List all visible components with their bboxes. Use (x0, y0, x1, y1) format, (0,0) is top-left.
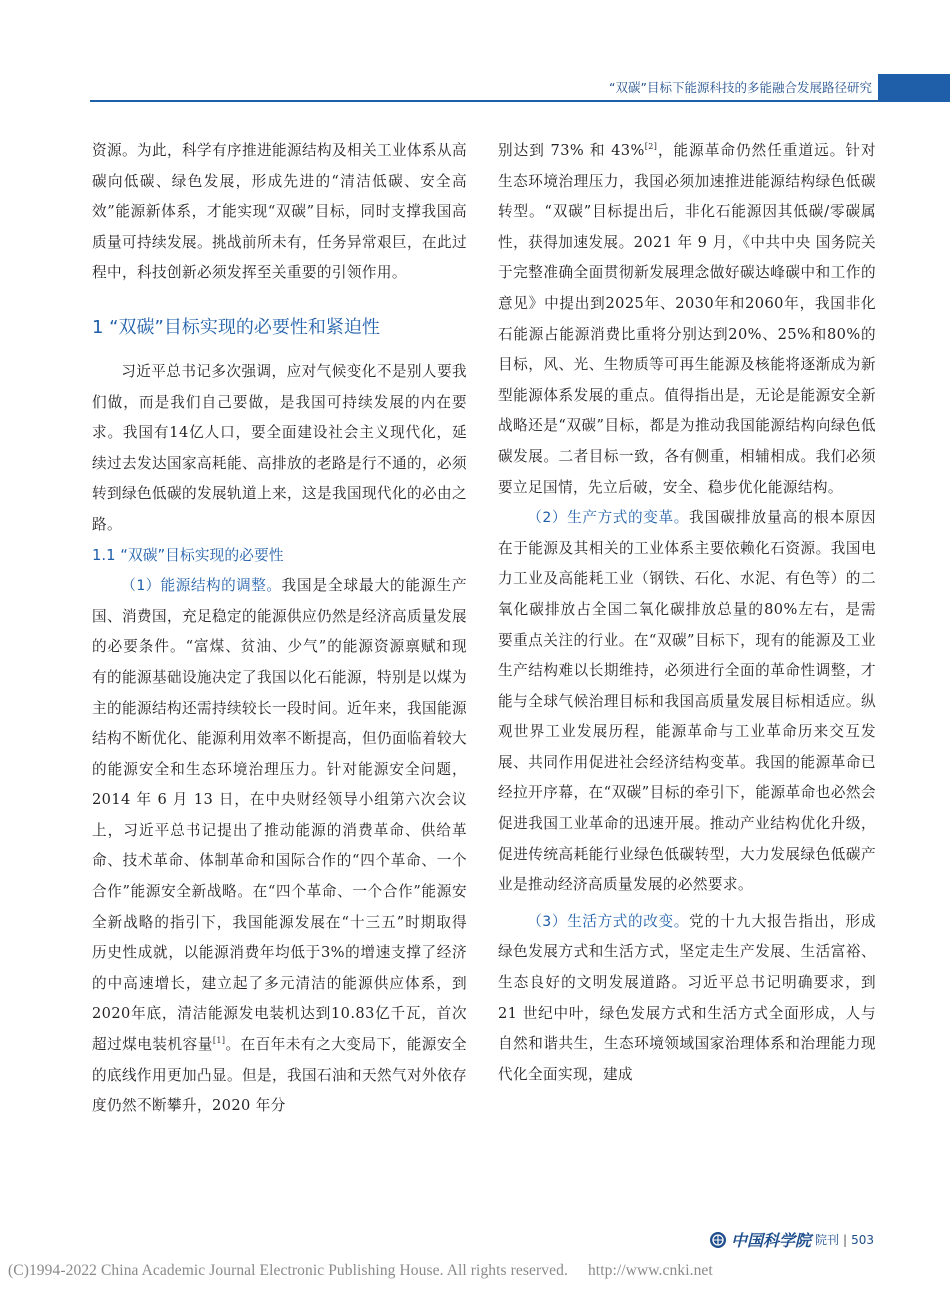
paragraph: 资源。为此，科学有序推进能源结构及相关工业体系从高碳向低碳、绿色发展，形成先进的“清洁低碳、安全高效”能源新体系，才能实现“双碳”目标，同时支撑我国高质量可持续发展。挑战前所未有，任务异常艰巨，在此过程中，科技创新必须发挥至关重要的引领作用。 (92, 142, 467, 282)
copyright-notice (8, 1262, 713, 1280)
citation-ref[interactable]: [2] (644, 142, 658, 151)
journal-name: 院刊 (815, 1233, 840, 1247)
footer-separator: | (843, 1232, 848, 1247)
paragraph-lead: （3）生活方式的改变。 (527, 912, 689, 930)
paragraph (498, 136, 876, 503)
citation-ref[interactable]: [1] (212, 1036, 226, 1046)
paragraph-text: 党的十九大报告指出，形成绿色发展方式和生活方式，坚定走生产发展、生活富裕、生态良好的文明发展道路。习近平总书记明确要求，到 21 世纪中叶，绿色发展方式和生活方式全面形成，人与自然和谐共生，生态环境领域国家治理体系和治理能力现代化全面实现，建成 (498, 912, 876, 1083)
paragraph-lead: （2）生产方式的变革。 (527, 509, 689, 527)
logo-text: 中国科学院 (731, 1231, 812, 1250)
copyright-text: (C)1994-2022 China Academic Journal Electronic Publishing House. All rights reserved. (8, 1262, 568, 1279)
paragraph (498, 907, 876, 1091)
copyright-url[interactable]: http://www.cnki.net (587, 1262, 713, 1279)
paragraph-text: 我国是全球最大的能源生产国、消费国，充足稳定的能源供应仍然是经济高质量发展的必要条件。“富煤、贫油、少气”的能源资源禀赋和现有的能源基础设施决定了我国以化石能源，特别是以煤为主的能源结构还需持续较长一段时间。近年来，我国能源结构不断优化、能源利用效率不断提高，但仍面临着较大的能源安全和生态环境治理压力。针对能源安全问题，2014 年 6 月 13 日，在中央财经领导小组第六次会议上，习近平总书记提出了推动能源的消费革命、供给革命、技术革命、体制革命和国际合作的“四个革命、一个合作”能源安全新战略。在“四个革命、一个合作”能源安全新战略的指引下，我国能源发展在“十三五”时期取得历史性成就，以能源消费年均低于3%的增速支撑了经济的中高速增长，建立起了多元清洁的能源供应体系，到2020年底，清洁能源发电装机达到10.83亿千瓦，首次超过煤电装机容量 (92, 577, 467, 1054)
section-heading: 1 “双碳”目标实现的必要性和紧迫性 (92, 316, 380, 338)
header-color-block (878, 74, 950, 100)
cas-emblem-icon (709, 1231, 727, 1249)
paragraph-text: ，能源革命仍然任重道远。针对生态环境治理压力，我国必须加速推进能源结构绿色低碳转型。“双碳”目标提出后，非化石能源因其低碳/零碳属性，获得加速发展。2021 年 9 月，《中共中央 国务院关于完整准确全面贯彻新发展理念做好碳达峰碳中和工作的意见》中提出到2025年、2030年和2060年，我国非化石能源占能源消费比重将分别达到20%、25%和80%的目标，风、光、生物质等可再生能源及核能将逐渐成为新型能源体系发展的重点。值得指出是，无论是能源安全新战略还是“双碳”目标，都是为推动我国能源结构向绿色低碳发展。二者目标一致，各有侧重，相辅相成。我们必须要立足国情，先立后破，安全、稳步优化能源结构。 (498, 142, 876, 496)
page-number: 503 (851, 1232, 874, 1247)
subsection-heading: 1.1 “双碳”目标实现的必要性 (92, 546, 284, 564)
paragraph (498, 503, 876, 901)
page-footer (709, 1228, 874, 1251)
paragraph-text: 我国碳排放量高的根本原因在于能源及其相关的工业体系主要依赖化石资源。我国电力工业及高能耗工业（钢铁、石化、水泥、有色等）的二氧化碳排放占全国二氧化碳排放总量的80%左右，是需要重点关注的行业。在“双碳”目标下，现有的能源及工业生产结构难以长期维持，必须进行全面的革命性调整，才能与全球气候治理目标和我国高质量发展目标相适应。纵观世界工业发展历程，能源革命与工业革命历来交互发展、共同作用促进社会经济结构变革。我国的能源革命已经拉开序幕，在“双碳”目标的牵引下，能源革命也必然会促进我国工业革命的迅速开展。推动产业结构优化升级，促进传统高耗能行业绿色低碳转型，大力发展绿色低碳产业是推动经济高质量发展的必然要求。 (498, 509, 876, 894)
right-column (498, 136, 876, 1090)
paragraph-text: 别达到 73% 和 43% (498, 142, 645, 159)
paragraph (92, 571, 467, 1122)
paragraph-lead: （1）能源结构的调整。 (121, 577, 282, 595)
paragraph: 习近平总书记多次强调，应对气候变化不是别人要我们做，而是我们自己要做，是我国可持续发展的内在要求。我国有14亿人口，要全面建设社会主义现代化，延续过去发达国家高耗能、高排放的老路是行不通的，必须转到绿色低碳的发展轨道上来，这是我国现代化的必由之路。 (92, 362, 467, 533)
paragraph-text: 。在百年未有之大变局下，能源安全的底线作用更加凸显。但是，我国石油和天然气对外依存度仍然不断攀升，2020 年分 (92, 1036, 468, 1115)
running-title: “双碳”目标下能源科技的多能融合发展路径研究 (609, 80, 872, 95)
header-divider (90, 100, 950, 102)
left-column (92, 136, 467, 1122)
